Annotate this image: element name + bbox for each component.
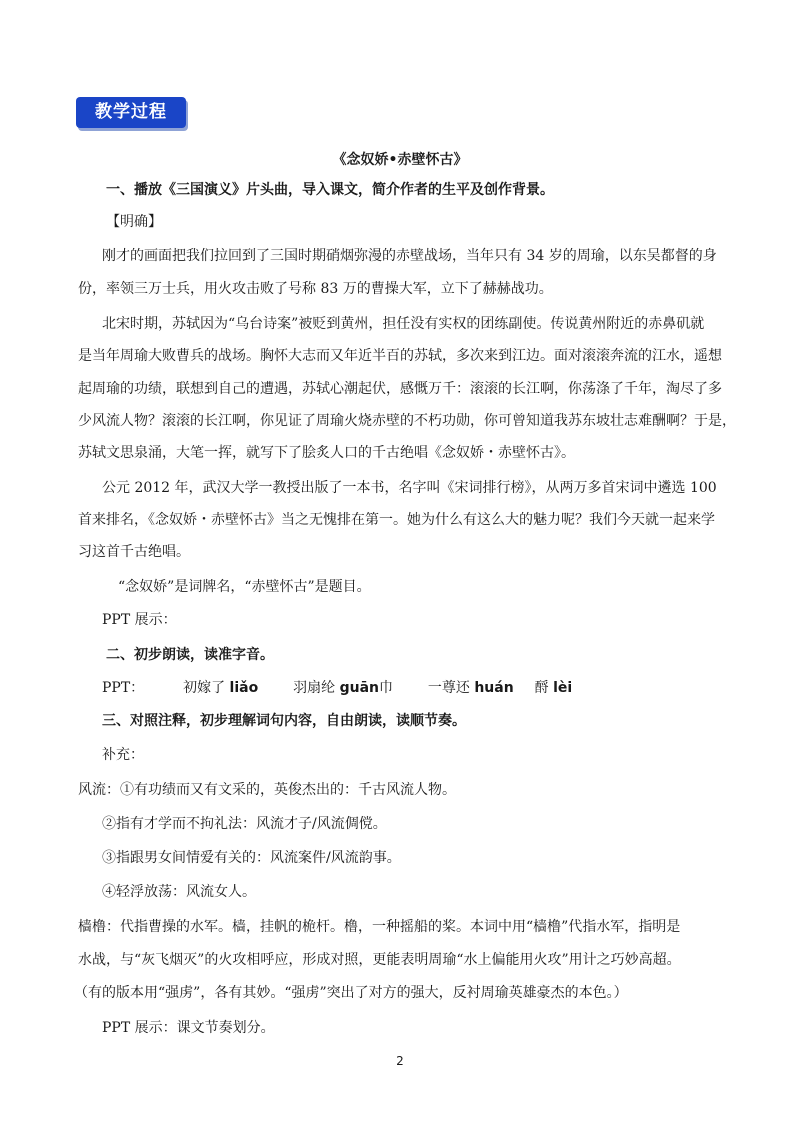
paragraph-2-line-4: 少风流人物？滚滚的长江啊，你见证了周瑜火烧赤壁的不朽功勋，你可曾知道我苏东坡壮志难酬啊？于是， [78, 413, 736, 429]
pron-word: 初嫁了 [183, 680, 226, 696]
qianglu-line-3: （有的版本用“强虏”，各有其妙。“强虏”突出了对方的强大，反衬周瑜英雄豪杰的本色。） [74, 985, 628, 1001]
pron-word: 一尊还 [427, 680, 470, 696]
pronunciation-row [102, 678, 800, 698]
page-number: 2 [396, 1054, 404, 1068]
mingque-label: 【明确】 [106, 214, 162, 230]
qianglu-line-1: 樯橹：代指曹操的水军。樯，挂帆的桅杆。橹，一种摇船的桨。本词中用“樯橹”代指水军，指明是 [78, 919, 681, 935]
ppt-display-1: PPT 展示： [102, 612, 177, 628]
paragraph-3-line-1: 公元 2012 年，武汉大学一教授出版了一本书，名字叫《宋词排行榜》，从两万多首宋词中遴选 100 [102, 480, 717, 496]
paragraph-3-line-3: 习这首千古绝唱。 [78, 544, 190, 560]
section-badge: 教学过程 [76, 97, 186, 128]
step-2-heading: 二、初步朗读，读准字音。 [106, 647, 274, 663]
pron-item-3 [428, 680, 514, 696]
fengliu-def-2: ②指有才学而不拘礼法：风流才子/风流倜傥。 [102, 816, 387, 832]
qianglu-line-2: 水战，与“灰飞烟灭”的火攻相呼应，形成对照，更能表明周瑜“水上偏能用火攻”用计之巧妙高超。 [78, 952, 681, 968]
pron-pinyin: huán [474, 680, 514, 696]
pron-word: 酹 [534, 680, 549, 696]
paragraph-3-line-2: 首来排名，《念奴娇・赤壁怀古》当之无愧排在第一。她为什么有这么大的魅力呢？我们今天就一起来学 [78, 512, 715, 528]
paragraph-1-line-1: 刚才的画面把我们拉回到了三国时期硝烟弥漫的赤壁战场，当年只有 34 岁的周瑜，以东吴都督的身 [102, 248, 717, 264]
pron-item-2 [293, 680, 393, 696]
pron-pinyin: guān [339, 680, 379, 696]
pron-pinyin: liǎo [229, 680, 259, 696]
pron-item-4 [535, 680, 573, 696]
pron-tail: 巾 [378, 680, 393, 696]
ppt-display-3: PPT 展示：课文节奏划分。 [102, 1020, 275, 1036]
paragraph-2-line-3: 起周瑜的功绩，联想到自己的遭遇，苏轼心潮起伏，感慨万千：滚滚的长江啊，你荡涤了千年，淘尽了多 [78, 381, 722, 397]
paragraph-1-line-2: 份，率领三万士兵，用火攻击败了号称 83 万的曹操大军，立下了赫赫战功。 [78, 281, 553, 297]
step-1-heading: 一、播放《三国演义》片头曲，导入课文，简介作者的生平及创作背景。 [106, 182, 554, 198]
paragraph-2-line-1: 北宋时期，苏轼因为“乌台诗案”被贬到黄州，担任没有实权的团练副使。传说黄州附近的赤鼻矶就 [102, 316, 705, 332]
fengliu-def-4: ④轻浮放荡：风流女人。 [102, 884, 256, 900]
supplement-label: 补充： [102, 747, 144, 763]
fengliu-def-1: 风流：①有功绩而又有文采的，英俊杰出的：千古风流人物。 [78, 782, 456, 798]
ppt-label: PPT： [102, 680, 145, 696]
lesson-title: 《念奴娇•赤壁怀古》 [332, 152, 468, 168]
pron-word: 羽扇纶 [293, 680, 336, 696]
paragraph-2-line-2: 是当年周瑜大败曹兵的战场。胸怀大志而又年近半百的苏轼，多次来到江边。面对滚滚奔流的江水，遥想 [78, 348, 722, 364]
pron-pinyin: lèi [553, 680, 573, 696]
paragraph-4: “念奴娇”是词牌名，“赤壁怀古”是题目。 [118, 579, 371, 595]
paragraph-2-line-5: 苏轼文思泉涌，大笔一挥，就写下了脍炙人口的千古绝唱《念奴娇・赤壁怀古》。 [78, 445, 575, 461]
fengliu-def-3: ③指跟男女间情爱有关的：风流案件/风流韵事。 [102, 850, 401, 866]
pron-item-1 [183, 680, 258, 696]
step-3-heading: 三、对照注释，初步理解词句内容，自由朗读，读顺节奏。 [102, 713, 466, 729]
